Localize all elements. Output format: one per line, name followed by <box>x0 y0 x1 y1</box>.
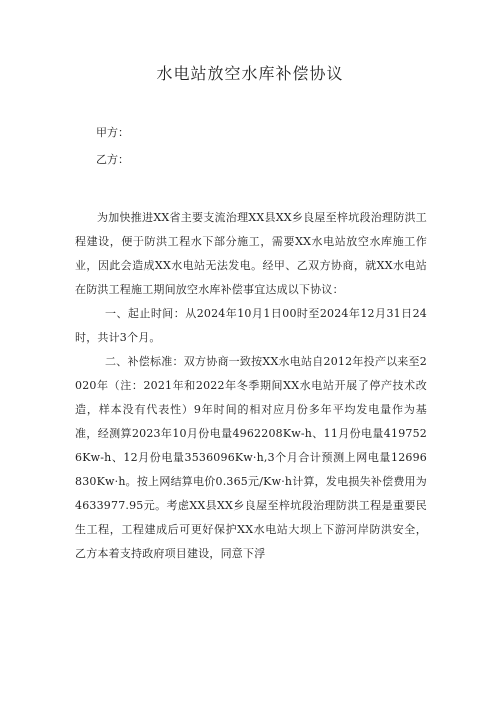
intro-paragraph: 为加快推进XX省主要支流治理XX县XX乡良屋至梓坑段治理防洪工程建设，便于防洪工程水下部分施工，需要XX水电站放空水库施工作业，因此会造成XX水电站无法发电。经甲、乙双方协商，就XX水电站在防洪工程施工期间放空水库补偿事宜达成以下协议： <box>75 211 427 296</box>
clause-compensation: 二、补偿标准：双方协商一致按XX水电站自2012年投产以来至2020年（注：2021年和2022年冬季期间XX水电站开展了停产技术改造，样本没有代表性）9年时间的相对应月份多年平均发电量作为基准，经测算2023年10月份电量4962208Kw-h、11月份电量4197526Kw-h、12月份电量3536096Kw·h,3个月合计预测上网电量12696830Kw·h。按上网结算电价0.365元/Kw·h计算，发电损失补偿费用为4633977.95元。考虑XX县XX乡良屋至梓坑段治理防洪工程是重要民生工程，工程建成后可更好保护XX水电站大坝上下游河岸防洪安全，乙方本着支持政府项目建设，同意下浮 <box>75 355 427 560</box>
party-b-label: 乙方： <box>96 153 129 166</box>
clause-duration: 一、起止时间：从2024年10月1日00时至2024年12月31日24时，共计3个月。 <box>75 307 427 344</box>
party-a-label: 甲方： <box>96 126 129 139</box>
document-title: 水电站放空水库补偿协议 <box>156 64 344 83</box>
agreement-body <box>75 206 427 566</box>
